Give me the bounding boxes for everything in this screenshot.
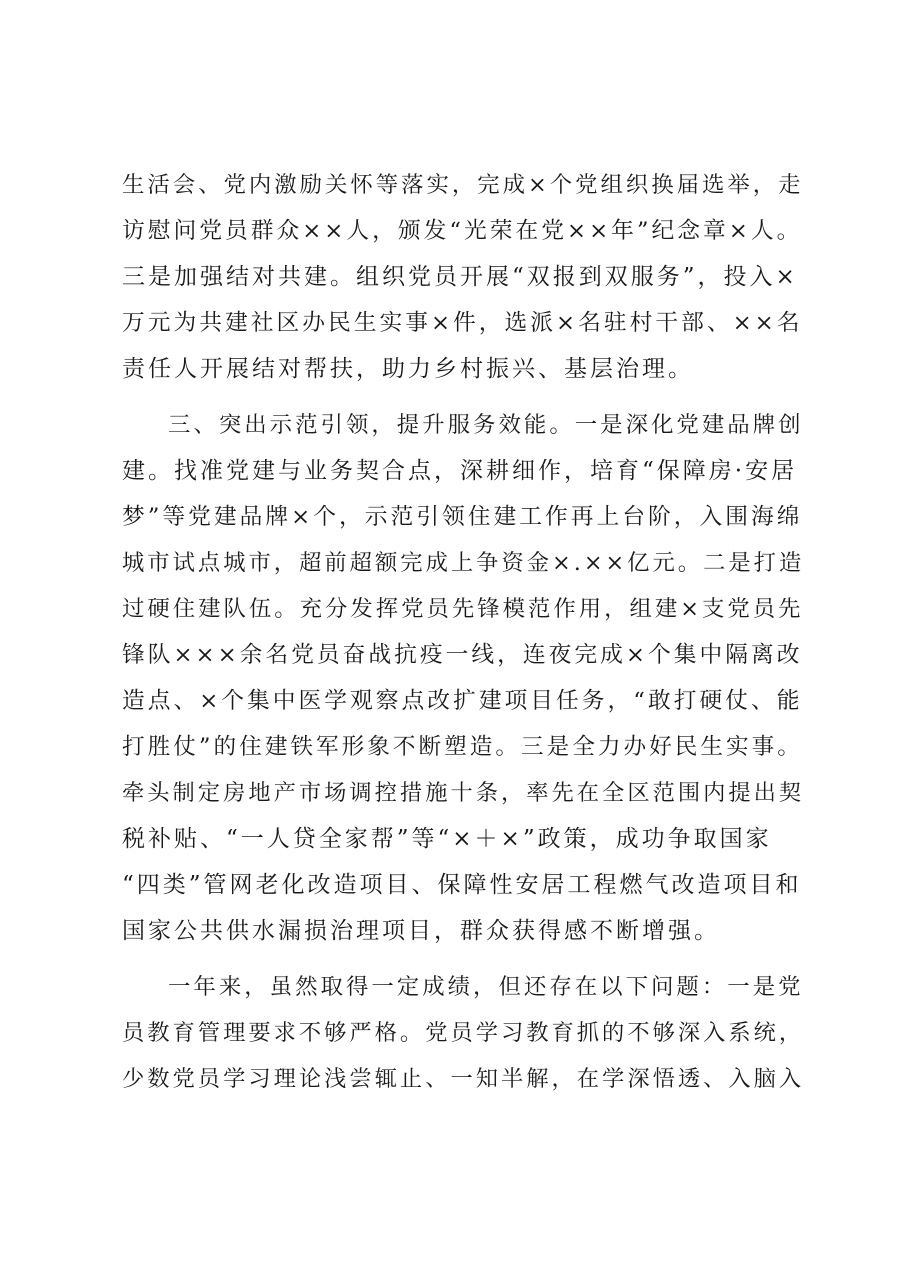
text-line: 国家公共供水漏损治理项目，群众获得感不断增强。: [122, 918, 720, 944]
text-line: 员教育管理要求不够严格。党员学习教育抓的不够深入系统，: [122, 1020, 805, 1046]
document-body: [122, 162, 805, 1102]
text-line: 税补贴、“一人贷全家帮”等“×＋×”政策，成功争取国家: [122, 826, 772, 852]
text-line: 打胜仗”的住建铁军形象不断塑造。三是全力办好民生实事。: [122, 734, 803, 760]
text-line: 建。找准党建与业务契合点，深耕细作，培育“保障房·安居: [122, 458, 798, 484]
text-line: 一年来，虽然取得一定成绩，但还存在以下问题：一是党: [168, 974, 804, 1000]
text-line: 万元为共建社区办民生实事×件，选派×名驻村干部、××名: [122, 310, 803, 336]
text-line: 访慰问党员群众××人，颁发“光荣在党××年”纪念章×人。: [122, 218, 803, 244]
text-line: 少数党员学习理论浅尝辄止、一知半解，在学深悟透、入脑入: [122, 1066, 805, 1092]
text-line: 责任人开展结对帮扶，助力乡村振兴、基层治理。: [122, 356, 694, 382]
paragraph-gap: [122, 954, 802, 964]
text-line: 过硬住建队伍。充分发挥党员先锋模范作用，组建×支党员先: [122, 596, 804, 622]
text-line: 造点、×个集中医学观察点改扩建项目任务，“敢打硬仗、能: [122, 688, 803, 714]
paragraph-gap: [122, 392, 802, 402]
text-line: 生活会、党内激励关怀等落实，完成×个党组织换届选举，走: [122, 172, 804, 198]
text-line: 三是加强结对共建。组织党员开展“双报到双服务”，投入×: [122, 264, 798, 290]
text-line: “四类”管网老化改造项目、保障性安居工程燃气改造项目和: [122, 872, 802, 898]
text-line: 城市试点城市，超前超额完成上争资金×.××亿元。二是打造: [122, 550, 805, 576]
text-line: 锋队×××余名党员奋战抗疫一线，连夜完成×个集中隔离改: [122, 642, 803, 668]
text-line: 牵头制定房地产市场调控措施十条，率先在全区范围内提出契: [122, 780, 805, 806]
text-line: 梦”等党建品牌×个，示范引领住建工作再上台阶，入围海绵: [122, 504, 803, 530]
text-line: 三、突出示范引领，提升服务效能。一是深化党建品牌创: [168, 412, 804, 438]
